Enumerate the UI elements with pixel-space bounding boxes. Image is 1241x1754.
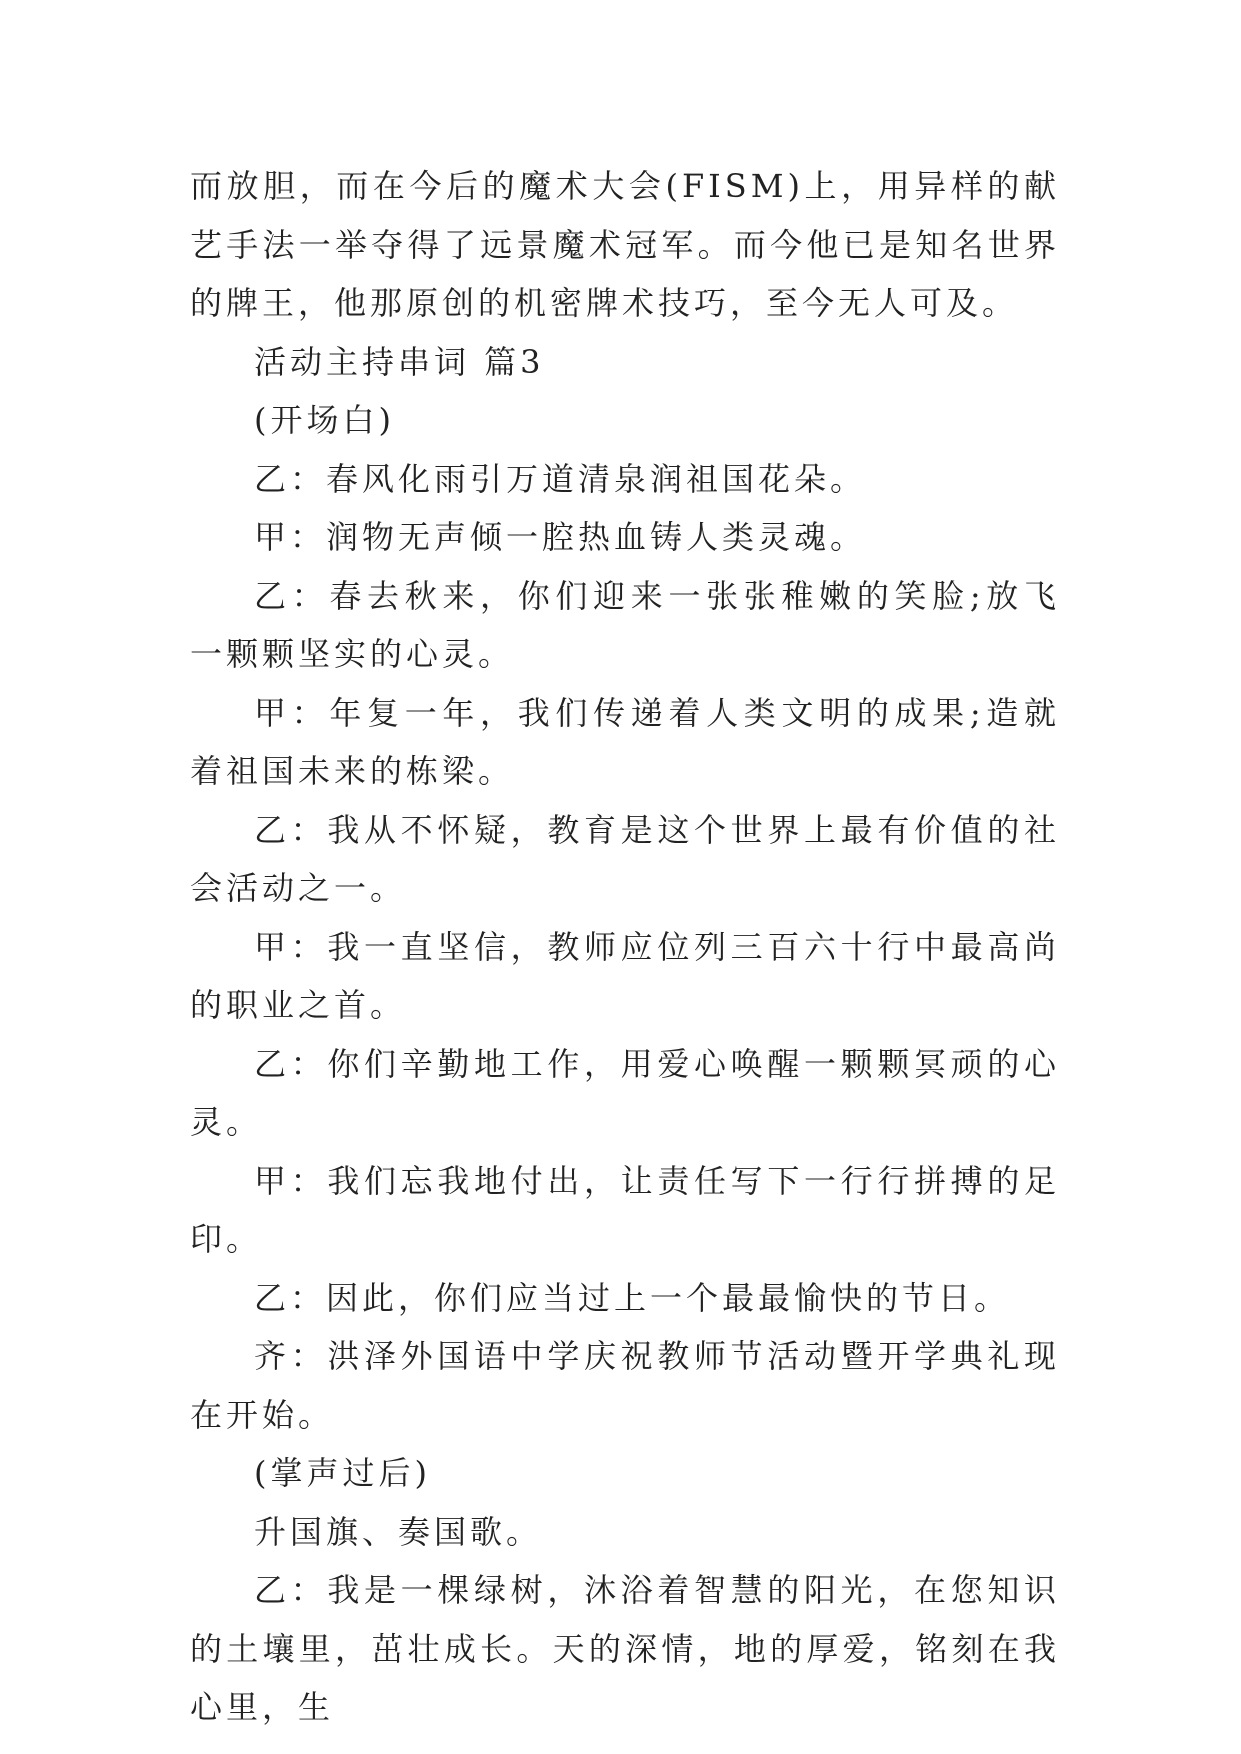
paragraph-7: 乙：我从不怀疑，教育是这个世界上最有价值的社会活动之一。 (190, 810, 1060, 907)
paragraph-8: 甲：我一直坚信，教师应位列三百六十行中最高尚的职业之首。 (190, 927, 1060, 1024)
paragraph-2: (开场白) (254, 401, 395, 439)
document-body (190, 157, 1060, 1737)
paragraph-12: 齐：洪泽外国语中学庆祝教师节活动暨开学典礼现在开始。 (190, 1337, 1060, 1434)
paragraph-4: 甲：润物无声倾一腔热血铸人类灵魂。 (254, 518, 867, 556)
paragraph-9: 乙：你们辛勤地工作，用爱心唤醒一颗颗冥顽的心灵。 (190, 1044, 1060, 1141)
paragraph-14: 升国旗、奏国歌。 (254, 1512, 543, 1551)
paragraph-15: 乙：我是一棵绿树，沐浴着智慧的阳光，在您知识的土壤里，茁壮成长。天的深情，地的厚爱，铭刻在我心里，生 (190, 1571, 1060, 1726)
paragraph-11: 乙：因此，你们应当过上一个最最愉快的节日。 (254, 1278, 1011, 1317)
paragraph-13: (掌声过后) (254, 1454, 431, 1492)
paragraph-6: 甲：年复一年，我们传递着人类文明的成果;造就着祖国未来的栋梁。 (190, 693, 1060, 790)
paragraph-0: 而放胆，而在今后的魔术大会(FISM)上，用异样的献艺手法一举夺得了远景魔术冠军。而今他已是知名世界的牌王，他那原创的机密牌术技巧，至今无人可及。 (190, 167, 1060, 322)
paragraph-5: 乙：春去秋来，你们迎来一张张稚嫩的笑脸;放飞一颗颗坚实的心灵。 (190, 576, 1060, 673)
paragraph-10: 甲：我们忘我地付出，让责任写下一行行拼搏的足印。 (190, 1161, 1060, 1258)
paragraph-3: 乙：春风化雨引万道清泉润祖国花朵。 (254, 459, 867, 498)
section-heading: 活动主持串词 篇3 (254, 342, 545, 381)
